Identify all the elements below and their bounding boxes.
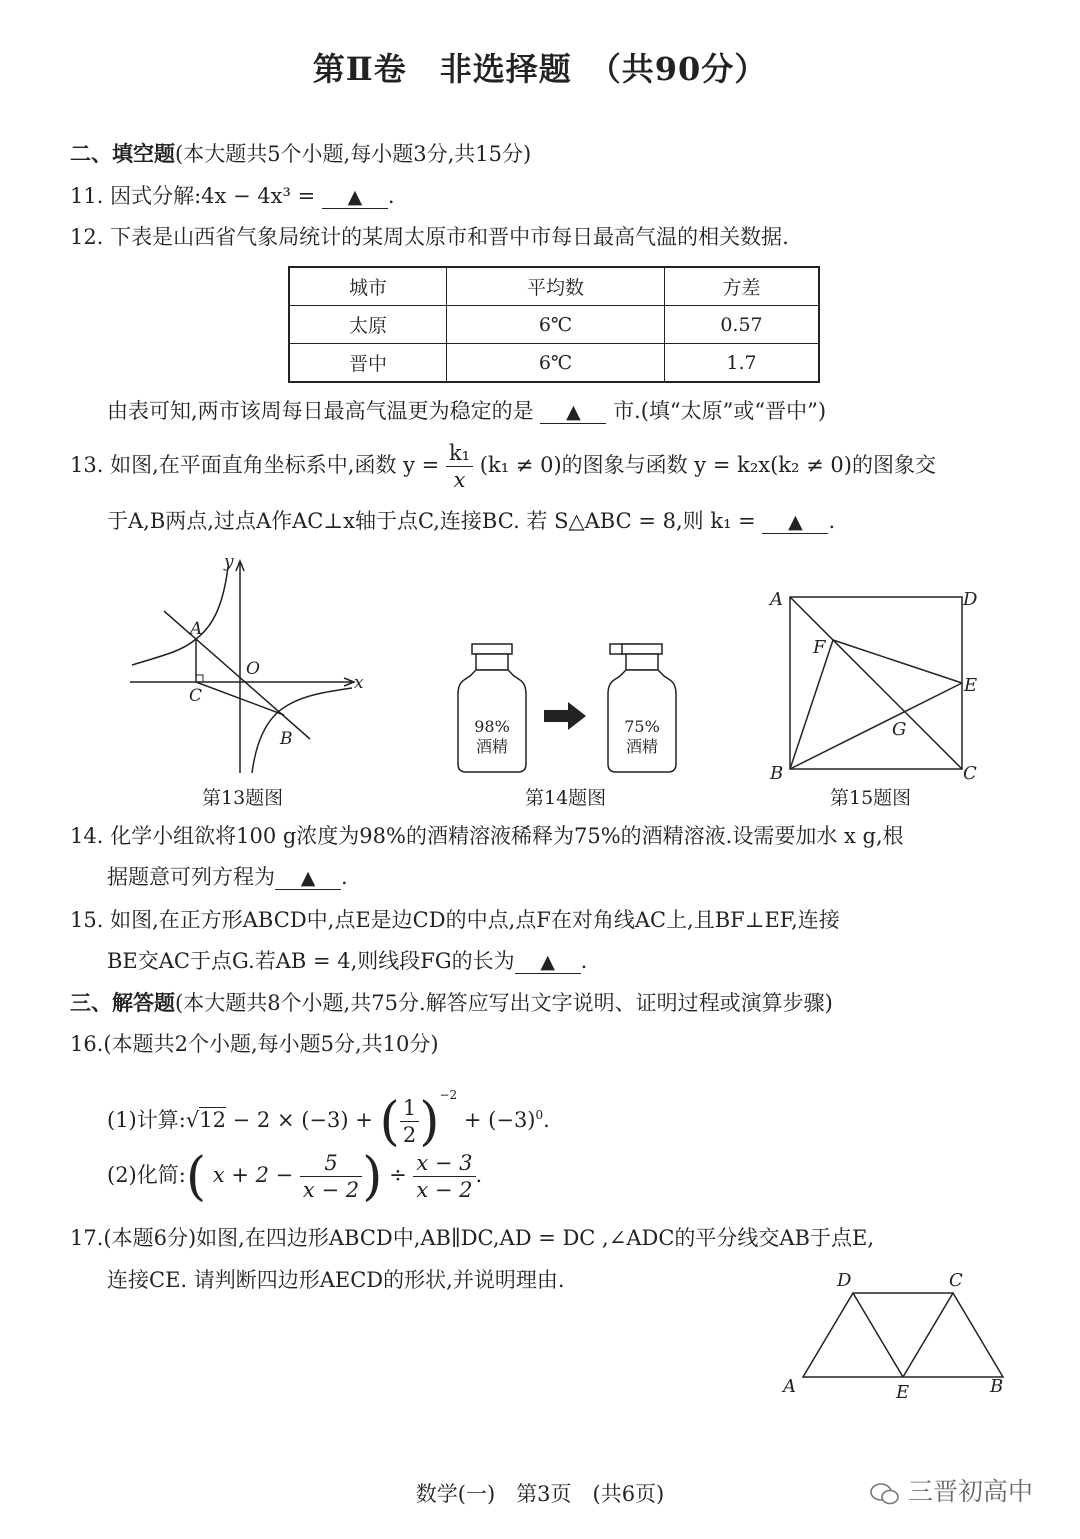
- q16-p1-label: (1)计算:: [107, 1108, 186, 1132]
- bottle-1-label: 酒精: [475, 737, 509, 756]
- q16-p1-sqrt-radicand: 12: [199, 1108, 226, 1132]
- table-header-cell: 城市: [289, 267, 447, 306]
- q16-text: (本题共2个小题,每小题5分,共10分): [103, 1032, 439, 1056]
- figure-15-caption: 第15题图: [830, 787, 912, 809]
- q14-answer-blank: ▲: [275, 867, 341, 890]
- q12-answer-blank: ▲: [540, 401, 606, 424]
- q16-p2-frac1-den: x − 2: [302, 1178, 360, 1202]
- table-cell: 6℃: [447, 344, 665, 383]
- figure-14-bottle-2: [598, 640, 688, 780]
- temperature-table: [288, 266, 820, 383]
- q16-p2-frac2-den: x − 2: [416, 1178, 473, 1202]
- label-c: C: [189, 686, 203, 706]
- label-b: B: [770, 763, 784, 784]
- q17-line2: 连接CE. 请判断四边形AECD的形状,并说明理由.: [107, 1268, 565, 1292]
- q16-p2-div: ÷: [389, 1163, 407, 1187]
- bottle-2-percent: 75%: [624, 717, 660, 736]
- label-d: D: [837, 1270, 852, 1291]
- question-13-line2: [107, 506, 835, 536]
- question-14-line1: [70, 821, 904, 851]
- q13-number: 13.: [70, 453, 104, 477]
- q16-part-1: [107, 1080, 550, 1152]
- bottle-1-neck: [476, 654, 508, 670]
- arrow-right-icon: [568, 702, 586, 730]
- q17-number: 17.: [70, 1226, 104, 1250]
- wechat-icon: [870, 1482, 900, 1506]
- label-o: O: [246, 659, 260, 679]
- q14-line1: 化学小组欲将100 g浓度为98%的酒精溶液稀释为75%的酒精溶液.设需要加水 x g,根: [110, 824, 904, 848]
- label-a: A: [783, 1376, 796, 1397]
- label-y: y: [224, 555, 234, 572]
- q17-line1: (本题6分)如图,在四边形ABCD中,AB∥DC,AD = DC ,∠ADC的平分线交AB于点E,: [103, 1226, 874, 1250]
- right-paren: ): [419, 1091, 440, 1152]
- question-12: [70, 222, 789, 252]
- page-footer: 数学(一) 第3页 (共6页): [415, 1482, 665, 1506]
- q16-part-2: [107, 1146, 483, 1210]
- section-2-note: (本大题共5个小题,每小题3分,共15分): [175, 142, 532, 166]
- segment-de: [853, 1293, 903, 1377]
- section-3-heading: [70, 988, 833, 1018]
- question-15-line2: [107, 946, 587, 976]
- q16-p1-exponent: −2: [439, 1088, 458, 1102]
- q13-fraction: [446, 440, 473, 493]
- label-e: E: [896, 1382, 910, 1403]
- q11-answer-blank: ▲: [322, 186, 388, 209]
- section-2-heading: [70, 139, 531, 169]
- diagonal-ac: [790, 597, 962, 769]
- label-f: F: [813, 637, 826, 658]
- q16-p1-fraction: [400, 1095, 419, 1148]
- table-cell: 晋中: [289, 344, 447, 383]
- q13-answer-blank: ▲: [762, 511, 828, 534]
- q16-p2-dot: .: [475, 1163, 483, 1187]
- right-paren: ): [362, 1146, 383, 1207]
- segment-be: [790, 683, 962, 769]
- q13-end: .: [828, 509, 836, 533]
- q14-end: .: [341, 865, 348, 889]
- q11-end: .: [387, 184, 395, 208]
- sqrt-icon: √: [185, 1108, 200, 1132]
- trapezoid-abcd: [803, 1293, 1003, 1377]
- question-14-line2: [107, 862, 348, 892]
- q14-line2: 据题意可列方程为: [107, 865, 275, 889]
- q14-number: 14.: [70, 824, 104, 848]
- hyperbola-branch-left: [132, 567, 228, 665]
- q16-p2-label: (2)化简:: [107, 1163, 186, 1187]
- q12-after-b: 市.(填“太原”或“晋中”): [613, 399, 827, 423]
- page-title: 第Ⅱ卷 非选择题 （共90分）: [312, 50, 768, 88]
- bottle-2-cap-top: [622, 644, 662, 654]
- question-17-line1: [70, 1223, 874, 1253]
- q16-p1-dot: .: [543, 1108, 550, 1132]
- table-header-row: [289, 267, 819, 306]
- q16-p2-frac1-num: 5: [300, 1150, 362, 1177]
- section-3-note: (本大题共8个小题,共75分.解答应写出文字说明、证明过程或演算步骤): [175, 991, 833, 1015]
- q16-p1-end: + (−3): [463, 1108, 536, 1132]
- q16-p1-frac-den: 2: [402, 1123, 417, 1147]
- bottle-1-percent: 98%: [474, 717, 510, 736]
- segment-fe: [833, 640, 962, 683]
- bottle-1-cap: [472, 644, 512, 654]
- q12-number: 12.: [70, 225, 104, 249]
- q16-p2-a: x + 2 −: [212, 1163, 294, 1187]
- q11-text: 因式分解:4x − 4x³ =: [110, 184, 316, 208]
- segment-ce: [903, 1293, 953, 1377]
- table-cell: 1.7: [665, 344, 820, 383]
- label-d: D: [963, 589, 978, 610]
- label-b: B: [280, 729, 293, 749]
- q13-frac-num: k₁: [446, 440, 473, 467]
- table-row: [289, 344, 819, 383]
- q15-line2: BE交AC于点G.若AB = 4,则线段FG的长为: [107, 949, 515, 973]
- table-header-cell: 方差: [665, 267, 820, 306]
- table-cell: 太原: [289, 306, 447, 344]
- question-15-line1: [70, 905, 840, 935]
- q13-line1-b: (k₁ ≠ 0)的图象与函数 y = k₂x(k₂ ≠ 0)的图象交: [479, 453, 936, 477]
- q15-line1: 如图,在正方形ABCD中,点E是边CD的中点,点F在对角线AC上,且BF⊥EF,连接: [110, 908, 840, 932]
- right-angle-mark: [196, 675, 203, 682]
- section-2-title: 二、填空题: [70, 141, 175, 166]
- label-e: E: [964, 675, 978, 696]
- label-x: x: [354, 673, 364, 693]
- figure-13: [120, 555, 380, 780]
- left-paren: (: [185, 1146, 207, 1207]
- question-16: [70, 1029, 439, 1059]
- table-row: [289, 306, 819, 344]
- label-a: A: [190, 619, 203, 639]
- watermark-text: 三晋初高中: [907, 1477, 1033, 1506]
- table-cell: 6℃: [447, 306, 665, 344]
- section-3-title: 三、解答题: [70, 990, 175, 1015]
- q15-answer-blank: ▲: [515, 951, 581, 974]
- q16-p2-frac2-num: x − 3: [413, 1150, 475, 1177]
- q16-p1-mid: − 2 × (−3) +: [232, 1108, 373, 1132]
- q12-conclusion: [107, 396, 826, 426]
- q11-number: 11.: [70, 184, 104, 208]
- q15-number: 15.: [70, 908, 104, 932]
- q12-after-a: 由表可知,两市该周每日最高气温更为稳定的是: [107, 399, 534, 423]
- label-a: A: [770, 589, 783, 610]
- q16-number: 16.: [70, 1032, 104, 1056]
- bottle-2-neck: [626, 654, 658, 670]
- label-c: C: [963, 763, 977, 784]
- q15-end: .: [580, 949, 588, 973]
- line-ab: [164, 611, 310, 739]
- segment-bf: [790, 640, 833, 769]
- q13-frac-den: x: [453, 468, 466, 492]
- q16-p2-fraction-2: [413, 1150, 475, 1203]
- table-cell: 0.57: [665, 306, 820, 344]
- table-header-cell: 平均数: [447, 267, 665, 306]
- q13-line1-a: 如图,在平面直角坐标系中,函数 y =: [110, 453, 440, 477]
- figure-14-caption: 第14题图: [525, 787, 607, 809]
- q13-line2: 于A,B两点,过点A作AC⊥x轴于点C,连接BC. 若 S△ABC = 8,则 k₁ =: [107, 509, 756, 533]
- bottle-2-label: 酒精: [625, 737, 659, 756]
- label-c: C: [949, 1270, 963, 1291]
- q16-p2-fraction-1: [300, 1150, 362, 1203]
- arrow-shaft: [544, 710, 568, 722]
- question-13-line1: [70, 440, 936, 493]
- figure-17: [775, 1265, 1035, 1410]
- q12-text: 下表是山西省气象局统计的某周太原市和晋中市每日最高气温的相关数据.: [110, 225, 789, 249]
- left-paren: (: [379, 1091, 400, 1152]
- figure-13-caption: 第13题图: [202, 787, 284, 809]
- watermark: [870, 1472, 1033, 1508]
- question-17-line2: [107, 1265, 565, 1295]
- label-g: G: [892, 719, 907, 740]
- q16-p1-end-exponent: 0: [535, 1108, 544, 1122]
- label-b: B: [990, 1376, 1004, 1397]
- figure-15: [765, 585, 985, 785]
- q16-p1-frac-num: 1: [400, 1095, 419, 1122]
- question-11: [70, 181, 395, 211]
